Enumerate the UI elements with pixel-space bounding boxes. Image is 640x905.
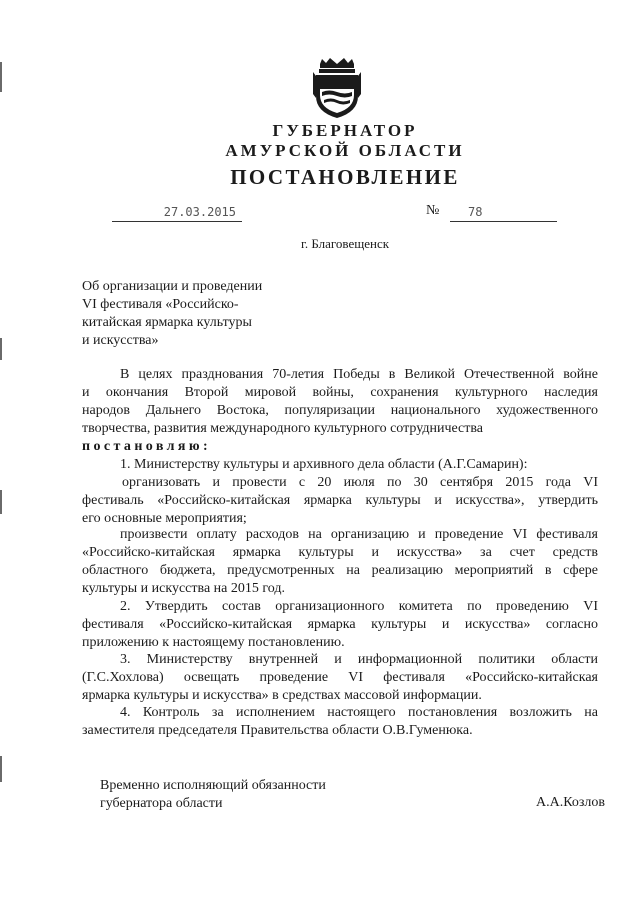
item-3 xyxy=(82,651,598,705)
item-1b-line: произвести оплату расходов на организацию и проведение VI фестиваля xyxy=(120,527,598,542)
item-2-line: фестиваля «Российско-китайская ярмарка культуры и искусства» согласно xyxy=(82,617,598,632)
subject-line: и искусства» xyxy=(82,333,159,348)
signatory-name: А.А.Козлов xyxy=(536,795,605,810)
subject-line: китайская ярмарка культуры xyxy=(82,315,252,330)
document-number: 78 xyxy=(450,205,557,222)
preamble xyxy=(82,366,598,456)
signatory-position-line: Временно исполняющий обязанности xyxy=(100,778,326,793)
document-date: 27.03.2015 xyxy=(112,205,242,222)
item-4-line: заместителя председателя Правительства области О.В.Гуменюка. xyxy=(82,723,473,738)
item-1b-line: «Российско-китайская ярмарка культуры и искусства» за счет средств xyxy=(82,545,598,560)
item-1a-line: фестиваль «Российско-китайская ярмарка культуры и искусства», утвердить xyxy=(82,493,598,508)
preamble-line: и окончания Второй мировой войны, сохранения культурного наследия xyxy=(82,385,598,400)
number-label: № xyxy=(426,203,440,218)
item-3-line: ярмарка культуры и искусства» в средствах массовой информации. xyxy=(82,688,482,703)
item-4-line: 4. Контроль за исполнением настоящего постановления возложить на xyxy=(120,705,598,720)
scan-margin-mark xyxy=(0,62,2,92)
item-1-heading: 1. Министерству культуры и архивного дела области (А.Г.Самарин): xyxy=(120,457,528,472)
item-1a-line: его основные мероприятия; xyxy=(82,511,247,526)
item-3-line: (Г.С.Хохлова) освещать проведение VI фестиваля «Российско-китайская xyxy=(82,670,598,685)
header-region: АМУРСКОЙ ОБЛАСТИ xyxy=(225,141,465,160)
item-1b xyxy=(82,526,598,598)
coat-of-arms-icon xyxy=(310,58,364,120)
item-2-line: приложению к настоящему постановлению. xyxy=(82,635,345,650)
scan-margin-mark xyxy=(0,490,2,514)
subject-line: VI фестиваля «Российско- xyxy=(82,297,239,312)
item-1 xyxy=(82,456,598,528)
resolve-word: постановляю: xyxy=(82,439,212,454)
item-4 xyxy=(82,704,598,740)
document-subject xyxy=(82,278,302,350)
item-2-line: 2. Утвердить состав организационного комитета по проведению VI xyxy=(120,599,598,614)
item-1a-line: организовать и провести с 20 июля по 30 сентября 2015 года VI xyxy=(122,475,598,490)
signatory-position xyxy=(100,777,326,813)
item-1b-line: областного бюджета, предусмотренных на реализацию мероприятий в сфере xyxy=(82,563,598,578)
preamble-line: творчества, развития международного культурного сотрудничества xyxy=(82,421,484,436)
subject-line: Об организации и проведении xyxy=(82,279,263,294)
signatory-position-line: губернатора области xyxy=(100,796,223,811)
city-name: г. Благовещенск xyxy=(300,236,390,251)
header-governor: ГУБЕРНАТОР xyxy=(272,121,418,140)
item-1b-line: культуры и искусства на 2015 год. xyxy=(82,581,285,596)
scan-margin-mark xyxy=(0,756,2,782)
item-2 xyxy=(82,598,598,652)
item-3-line: 3. Министерству внутренней и информационной политики области xyxy=(120,652,598,667)
scan-margin-mark xyxy=(0,338,2,360)
document-type-title: ПОСТАНОВЛЕНИЕ xyxy=(230,165,460,189)
preamble-line: В целях празднования 70-летия Победы в Великой Отечественной войне xyxy=(120,367,598,382)
preamble-line: народов Дальнего Востока, популяризации национального художественного xyxy=(82,403,598,418)
